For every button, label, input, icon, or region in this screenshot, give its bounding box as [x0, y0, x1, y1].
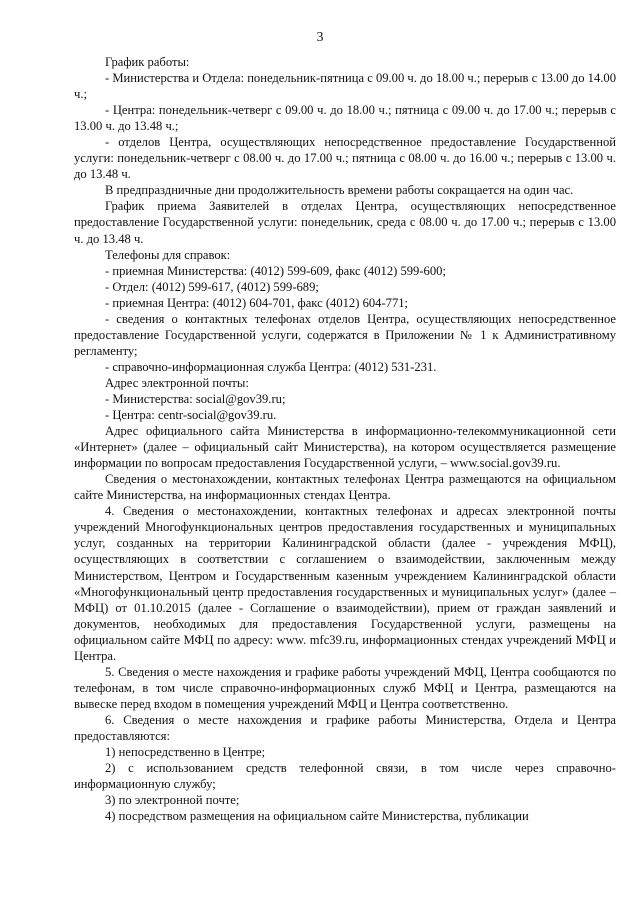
paragraph: - Министерства и Отдела: понедельник-пятница с 09.00 ч. до 18.00 ч.; перерыв с 13.00 до 14.00 ч.;: [74, 71, 616, 102]
paragraph: Адрес электронной почты:: [105, 375, 249, 390]
paragraph: - Отдел: (4012) 599-617, (4012) 599-689;: [105, 279, 319, 294]
paragraph: График приема Заявителей в отделах Центра, осуществляющих непосредственное предоставление Государственной услуги: понедельник, среда с 08.00 ч. до 17.00 ч.; перерыв с 13.00 ч. до 13.48 ч.: [74, 199, 616, 246]
paragraph: 4) посредством размещения на официальном сайте Министерства, публикации: [105, 809, 529, 824]
paragraph: - сведения о контактных телефонах отделов Центра, осуществляющих непосредственное предоставление Государственной услуги, содержатся в Приложении № 1 к Административному регламенту;: [74, 311, 616, 358]
page-number: 3: [316, 30, 324, 45]
document-body: [74, 54, 616, 824]
paragraph: - отделов Центра, осуществляющих непосредственное предоставление Государственной услуги: понедельник-четверг с 08.00 ч. до 17.00 ч.; пятница с 08.00 ч. до 16.00 ч.; перерыв с 13.00 ч. до 13.48 ч.: [74, 135, 616, 182]
paragraph: 6. Сведения о месте нахождения и графике работы Министерства, Отдела и Центра предоставляются:: [74, 712, 616, 743]
paragraph: 2) с использованием средств телефонной связи, в том числе через справочно-информационную службу;: [74, 761, 616, 792]
paragraph: График работы:: [105, 55, 190, 69]
paragraph: 4. Сведения о местонахождении, контактных телефонах и адресах электронной почты учреждений Многофункциональных центров предоставления государственных и муниципальных услуг, созданных на территории Калининградской области (далее - учреждения МФЦ), осуществляющих в соответствии с соглашением о взаимодействии, заключенным между Министерством, Центром и Государственным казенным учреждением Калининградской области «Многофункциональный центр предоставления государственных и муниципальных услуг» (далее – МФЦ) от 01.10.2015 (далее - Соглашение о взаимодействии), прием от граждан заявлений и документов, необходимых для предоставления Государственной услуги, размещены на официальном сайте МФЦ по адресу: www. mfc39.ru, информационных стендах учреждений МФЦ и Центра.: [74, 504, 616, 663]
paragraph: - Министерства: social@gov39.ru;: [105, 391, 286, 406]
paragraph: - справочно-информационная служба Центра: (4012) 531-231.: [105, 359, 437, 374]
paragraph: 1) непосредственно в Центре;: [105, 745, 266, 760]
paragraph: Телефоны для справок:: [105, 247, 231, 262]
paragraph: - Центра: centr-social@gov39.ru.: [105, 408, 277, 423]
paragraph: Сведения о местонахождении, контактных телефонах Центра размещаются на официальном сайте Министерства, на информационных стендах Центра.: [74, 472, 616, 503]
paragraph: В предпраздничные дни продолжительность времени работы сокращается на один час.: [105, 183, 574, 198]
paragraph: - Центра: понедельник-четверг с 09.00 ч. до 18.00 ч.; пятница с 09.00 ч. до 17.00 ч.; перерыв с 13.00 ч. до 13.48 ч.;: [74, 103, 616, 134]
paragraph: - приемная Министерства: (4012) 599-609, факс (4012) 599-600;: [105, 263, 446, 278]
paragraph: 3) по электронной почте;: [105, 793, 240, 808]
paragraph: - приемная Центра: (4012) 604-701, факс (4012) 604-771;: [105, 295, 409, 310]
paragraph: Адрес официального сайта Министерства в информационно-телекоммуникационной сети «Интернет» (далее – официальный сайт Министерства), на котором осуществляется размещение информации по вопросам предоставления Государственной услуги, – www.social.gov39.ru.: [74, 424, 616, 471]
paragraph: 5. Сведения о месте нахождения и графике работы учреждений МФЦ, Центра сообщаются по телефонам, в том числе справочно-информационных служб МФЦ и Центра, размещаются на вывеске перед входом в помещения учреждений МФЦ и Центра соответственно.: [74, 664, 616, 711]
